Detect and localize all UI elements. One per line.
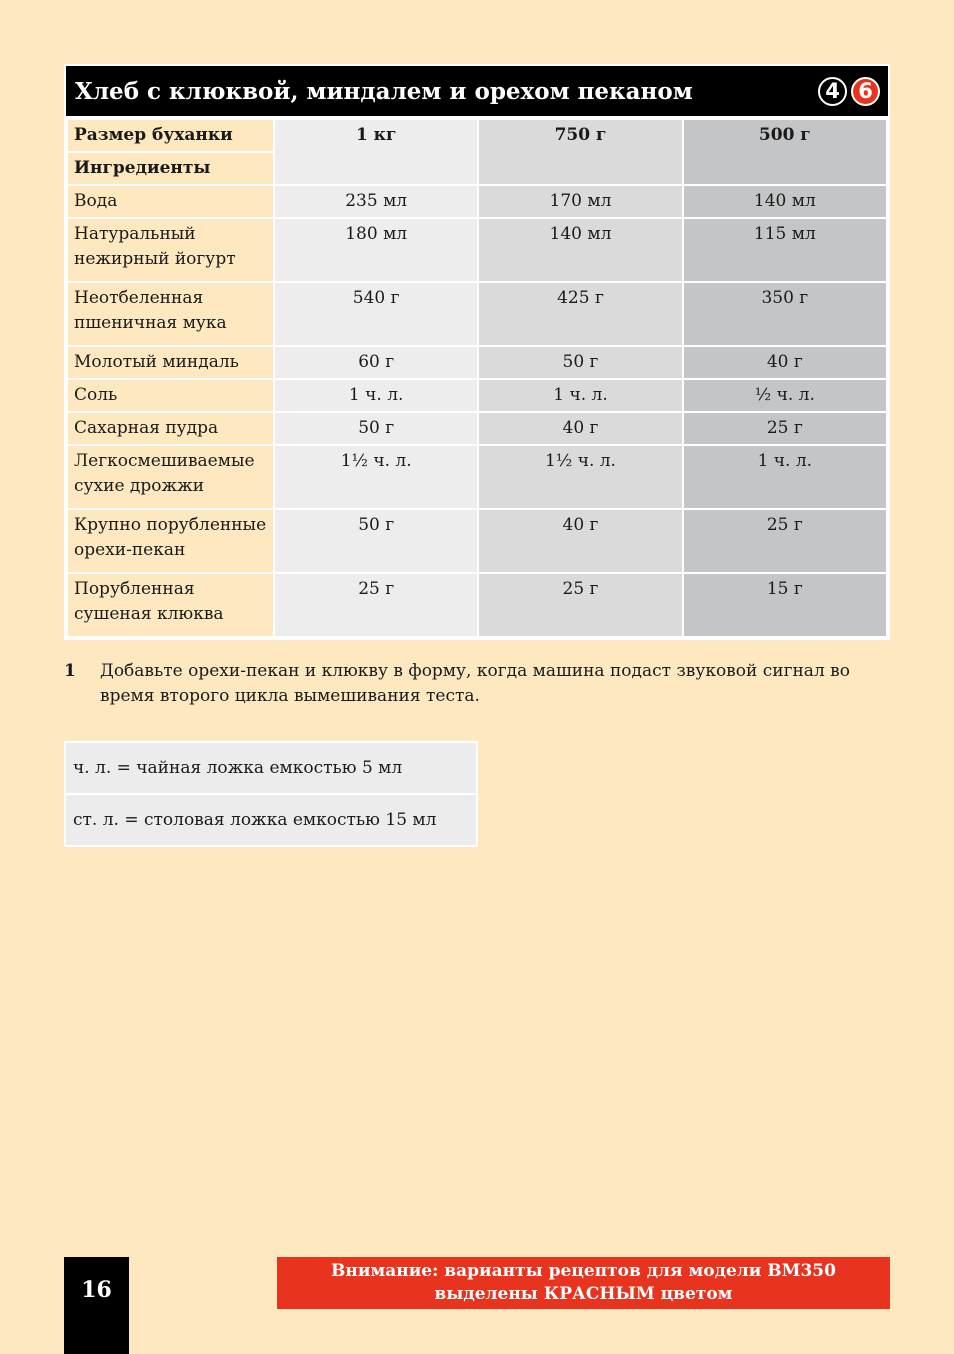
ingredient-name: Крупно порубленные орехи-пекан [67,509,274,573]
amount-cell: 540 г [274,282,478,346]
amount-cell: ½ ч. л. [683,379,887,412]
amount-cell: 425 г [478,282,682,346]
amount-cell: 140 мл [478,218,682,282]
ingredient-name: Молотый миндаль [67,346,274,379]
footnote [64,659,890,709]
amount-cell: 115 мл [683,218,887,282]
amount-cell: 140 мл [683,185,887,218]
table-row [67,185,887,218]
legend-teaspoon: ч. л. = чайная ложка емкостью 5 мл [73,758,403,778]
amount-cell: 40 г [683,346,887,379]
table-row [67,573,887,637]
table-row [67,218,887,282]
amount-cell: 1½ ч. л. [274,445,478,509]
ingredient-name: Неотбеленная пшеничная мука [67,282,274,346]
size-col-3: 500 г [683,119,887,185]
ingredients-table [66,118,888,638]
amount-cell: 1 ч. л. [683,445,887,509]
size-col-1: 1 кг [274,119,478,185]
amount-cell: 50 г [478,346,682,379]
amount-cell: 25 г [683,509,887,573]
table-row [67,445,887,509]
amount-cell: 180 мл [274,218,478,282]
amount-cell: 1 ч. л. [478,379,682,412]
amount-cell: 350 г [683,282,887,346]
model-warning-banner [277,1257,890,1309]
amount-cell: 235 мл [274,185,478,218]
warning-line-1: Внимание: варианты рецептов для модели BM350 [331,1261,836,1281]
ingredient-name: Сахарная пудра [67,412,274,445]
size-label: Размер буханки [67,119,274,152]
ingredient-name: Вода [67,185,274,218]
ingredients-label: Ингредиенты [67,152,274,185]
warning-line-2: выделены КРАСНЫМ цветом [434,1284,733,1304]
table-row [67,379,887,412]
amount-cell: 40 г [478,509,682,573]
footnote-number: 1 [64,661,76,681]
amount-cell: 15 г [683,573,887,637]
recipe-title-bar [66,66,888,118]
amount-cell: 170 мл [478,185,682,218]
page-number: 16 [64,1257,129,1354]
size-col-2: 750 г [478,119,682,185]
amount-cell: 50 г [274,509,478,573]
amount-cell: 1½ ч. л. [478,445,682,509]
amount-cell: 25 г [683,412,887,445]
program-badge-6: 6 [851,77,880,106]
program-badge-4: 4 [818,77,847,106]
table-row [67,509,887,573]
ingredient-name: Натуральный нежирный йогурт [67,218,274,282]
recipe-title: Хлеб с клюквой, миндалем и орехом пеканом [75,77,693,105]
table-row [67,282,887,346]
amount-cell: 1 ч. л. [274,379,478,412]
table-row [67,412,887,445]
ingredient-name: Порубленная сушеная клюква [67,573,274,637]
recipe-table-card [64,64,890,640]
ingredient-name: Легкосмешиваемые сухие дрожжи [67,445,274,509]
amount-cell: 40 г [478,412,682,445]
amount-cell: 50 г [274,412,478,445]
table-row [67,346,887,379]
legend-tablespoon: ст. л. = столовая ложка емкостью 15 мл [66,793,476,845]
footnote-text: Добавьте орехи-пекан и клюкву в форму, когда машина подаст звуковой сигнал во время второго цикла вымешивания теста. [100,661,850,706]
model-badges [818,77,880,106]
amount-cell: 25 г [478,573,682,637]
table-header-row [67,119,887,152]
amount-cell: 25 г [274,573,478,637]
measurement-legend [64,741,478,847]
ingredient-name: Соль [67,379,274,412]
amount-cell: 60 г [274,346,478,379]
